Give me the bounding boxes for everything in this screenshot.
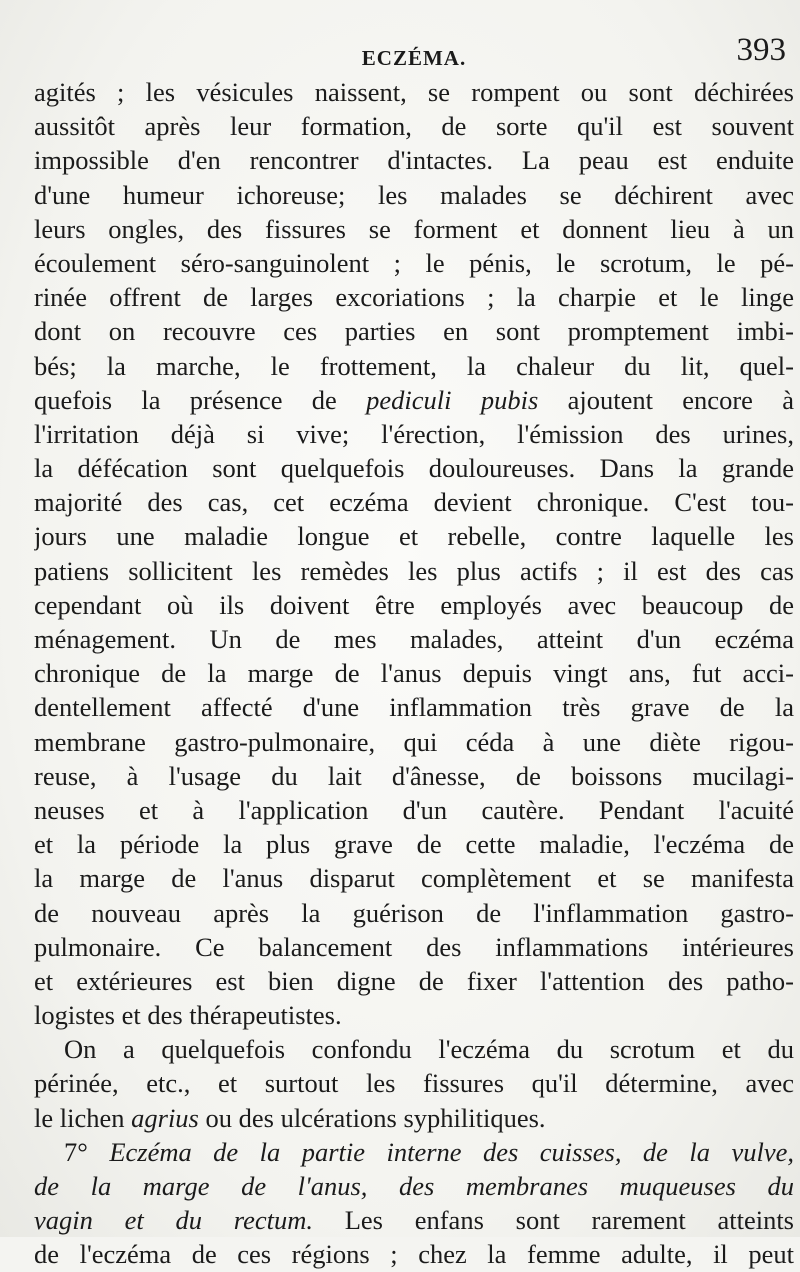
text-segment: de l'eczéma de ces régions ; chez la femme adulte, il peut (34, 1239, 794, 1270)
text-line (34, 554, 794, 588)
text-line (34, 1237, 794, 1271)
text-line (34, 793, 794, 827)
text-line (34, 485, 794, 519)
text-line (34, 588, 794, 622)
text-line (34, 451, 794, 485)
text-line (34, 930, 794, 964)
italic-text: agrius (131, 1102, 199, 1133)
text-segment: chronique de la marge de l'anus depuis vingt ans, fut acci- (34, 658, 794, 689)
text-line (34, 622, 794, 656)
italic-text: Eczéma de la partie interne des cuisses, de la vulve, (109, 1136, 794, 1167)
text-segment: leurs ongles, des fissures se forment et donnent lieu à un (34, 213, 794, 244)
text-line (34, 212, 794, 246)
text-line (34, 246, 794, 280)
text-segment: d'une humeur ichoreuse; les malades se déchirent avec (34, 179, 794, 210)
text-segment: Les enfans sont rarement atteints (312, 1205, 794, 1236)
text-segment: quefois la présence de (34, 384, 367, 415)
text-line (34, 519, 794, 553)
text-segment: dentellement affecté d'une inflammation très grave de la (34, 692, 794, 723)
text-line (34, 725, 794, 759)
text-line (34, 280, 794, 314)
text-segment: rinée offrent de larges excoriations ; la charpie et le linge (34, 282, 794, 313)
text-segment: 7° (64, 1136, 110, 1167)
text-line (34, 178, 794, 212)
text-segment: pulmonaire. Ce balancement des inflammations intérieures (34, 931, 794, 962)
text-segment: périnée, etc., et surtout les fissures qu'il détermine, avec (34, 1068, 794, 1099)
text-segment: ou des ulcérations syphilitiques. (198, 1102, 546, 1133)
text-segment: la marge de l'anus disparut complètement et se manifesta (34, 863, 794, 894)
text-line (34, 861, 794, 895)
text-line (34, 656, 794, 690)
text-segment: écoulement séro-sanguinolent ; le pénis, le scrotum, le pé- (34, 247, 794, 278)
text-line (34, 690, 794, 724)
body-text (34, 75, 794, 1272)
italic-text: de la marge de l'anus, des membranes muqueuses du (34, 1171, 794, 1201)
text-line (34, 998, 794, 1032)
text-segment: et extérieures est bien digne de fixer l'attention des patho- (34, 965, 794, 996)
text-segment: agités ; les vésicules naissent, se rompent ou sont déchirées (34, 77, 794, 107)
text-segment: la défécation sont quelquefois douloureuses. Dans la grande (34, 453, 794, 484)
text-line (34, 75, 794, 109)
text-line (34, 1135, 794, 1169)
text-segment: logistes et des thérapeutistes. (34, 1000, 342, 1031)
italic-text: pediculi pubis (366, 384, 539, 415)
text-line (34, 1066, 794, 1100)
running-head: ECZÉMA. (361, 46, 467, 70)
text-line (34, 1169, 794, 1203)
page-number: 393 (736, 32, 786, 68)
text-line (34, 964, 794, 998)
text-segment: ménagement. Un de mes malades, atteint d'un eczéma (34, 624, 794, 654)
text-segment: patiens sollicitent les remèdes les plus actifs ; il est des cas (34, 555, 794, 586)
text-segment: aussitôt après leur formation, de sorte qu'il est souvent (34, 111, 794, 142)
text-segment: neuses et à l'application d'un cautère. Pendant l'acuité (34, 794, 794, 825)
text-segment: l'irritation déjà si vive; l'érection, l'émission des urines, (34, 418, 794, 449)
text-line (34, 314, 794, 348)
text-segment: reuse, à l'usage du lait d'ânesse, de boissons mucilagi- (34, 760, 794, 791)
text-segment: dont on recouvre ces parties en sont promptement imbi- (34, 316, 794, 347)
text-line (34, 827, 794, 861)
text-line (34, 896, 794, 930)
text-segment: le lichen (34, 1102, 132, 1133)
text-line (34, 109, 794, 143)
text-segment: jours une maladie longue et rebelle, contre laquelle les (34, 521, 794, 552)
text-segment: On a quelquefois confondu l'eczéma du scrotum et du (64, 1034, 794, 1065)
text-segment: membrane gastro-pulmonaire, qui céda à une diète rigou- (34, 726, 794, 757)
text-line (34, 383, 794, 417)
text-line (34, 1032, 794, 1066)
text-segment: cependant où ils doivent être employés avec beaucoup de (34, 589, 794, 620)
text-segment: de nouveau après la guérison de l'inflammation gastro- (34, 897, 794, 928)
text-line (34, 759, 794, 793)
text-line (34, 417, 794, 451)
italic-text: vagin et du rectum. (34, 1205, 313, 1236)
text-line (34, 1101, 794, 1135)
text-segment: majorité des cas, cet eczéma devient chronique. C'est tou- (34, 487, 794, 518)
text-segment: et la période la plus grave de cette maladie, l'eczéma de (34, 829, 794, 860)
text-segment: impossible d'en rencontrer d'intactes. La peau est enduite (34, 145, 794, 176)
text-segment: ajoutent encore à (538, 384, 794, 415)
text-line (34, 1203, 794, 1237)
text-line (34, 143, 794, 177)
text-segment: bés; la marche, le frottement, la chaleur du lit, quel- (34, 350, 794, 381)
text-line (34, 349, 794, 383)
